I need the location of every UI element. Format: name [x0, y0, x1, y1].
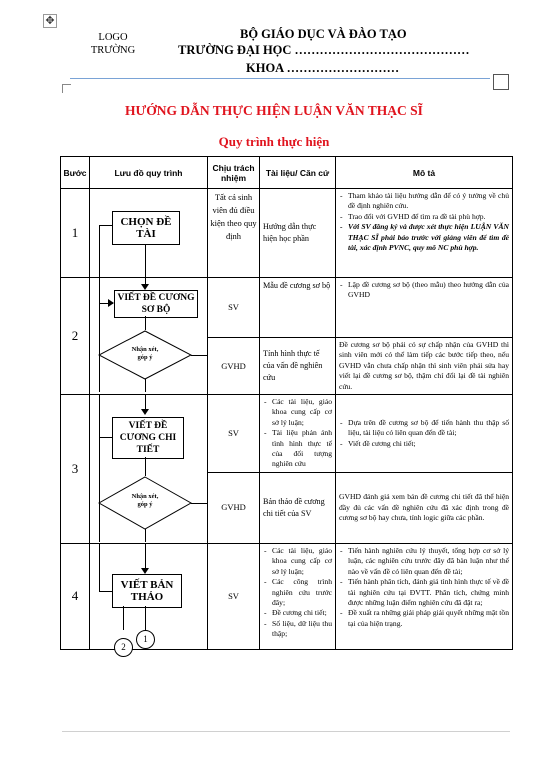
arrow-down-icon: [141, 409, 149, 415]
flow-connector: [145, 316, 146, 330]
university-name: TRƯỜNG ĐẠI HỌC ……………………………………: [178, 43, 470, 57]
flow-connector: [145, 244, 146, 278]
margin-corner-marker: [62, 84, 71, 93]
responsible-cell: SV: [208, 278, 260, 338]
description-item: - Lập đề cương sơ bộ (theo mẫu) theo hướng dẫn của GVHD: [348, 280, 509, 301]
ministry-name: BỘ GIÁO DỤC VÀ ĐÀO TẠO: [240, 27, 407, 41]
diamond-label: Nhận xét, góp ý: [131, 493, 159, 509]
table-row: [61, 278, 513, 338]
flowchart-cell: [90, 543, 208, 652]
description-cell: GVHD đánh giá xem bản đề cương chi tiết đã thể hiện đầy đủ các vấn đề nghiên cứu đã xác định trong đề cương sơ bộ hay chưa, tính logic giữa các phần.: [336, 472, 513, 543]
col-header-step: Bước: [61, 157, 90, 189]
document-item: - Tài liệu phản ánh tình hình thực tế của đối tượng nghiên cứu: [272, 428, 332, 470]
description-cell: [336, 543, 513, 649]
flow-box-choose-topic: CHỌN ĐỀ TÀI: [112, 211, 180, 245]
process-table: [60, 156, 513, 650]
flowchart-cell: [90, 395, 208, 544]
logo-placeholder: LOGO TRƯỜNG: [90, 32, 136, 56]
table-row: [61, 189, 513, 278]
description-cell: [336, 395, 513, 473]
flow-connector: [145, 606, 146, 631]
text-boundary-marker: [493, 74, 509, 90]
flow-loop-line: [191, 355, 207, 356]
flow-box-write-draft: VIẾT BẢN THẢO: [112, 574, 182, 608]
flow-connector: [123, 606, 124, 630]
flow-connector: [145, 544, 146, 570]
documents-cell: Tính hình thực tế của vấn đề nghiên cứu: [260, 338, 336, 395]
table-row: [61, 543, 513, 649]
flow-box-draft-outline: VIẾT ĐỀ CƯƠNG SƠ BỘ: [114, 290, 198, 318]
flow-loop-line: [99, 544, 100, 591]
flow-loop-line: [99, 395, 100, 542]
step-number: 2: [61, 278, 90, 395]
responsible-cell: Tất cả sinh viên đủ điều kiện theo quy định: [208, 189, 260, 278]
document-item: - Các công trình nghiên cứu trước đây;: [272, 577, 332, 608]
step-number: 3: [61, 395, 90, 544]
col-header-documents: Tài liệu/ Căn cứ: [260, 157, 336, 189]
document-title: HƯỚNG DẪN THỰC HIỆN LUẬN VĂN THẠC SĨ: [125, 103, 423, 118]
document-item: - Đề cương chi tiết;: [272, 608, 332, 618]
description-item: - Tiến hành nghiên cứu lý thuyết, tổng hợp cơ sở lý luận, các nghiên cứu trước đây đã bàn luận như thế nào về vấn đề có liên quan đến đề tài;: [348, 546, 509, 577]
document-item: - Các tài liệu, giáo khoa cung cấp cơ sở lý luận;: [272, 546, 332, 577]
responsible-cell: SV: [208, 395, 260, 473]
description-item: - Viết đề cương chi tiết;: [348, 439, 509, 449]
step-number: 4: [61, 543, 90, 649]
flow-loop-line: [99, 437, 112, 438]
header-divider: [70, 78, 490, 79]
flow-loop-line: [99, 225, 100, 278]
documents-cell: Hướng dẫn thực hiện học phần: [260, 189, 336, 278]
documents-cell: [260, 543, 336, 649]
documents-cell: Bản thảo đề cương chi tiết của SV: [260, 472, 336, 543]
documents-cell: [260, 395, 336, 473]
col-header-description: Mô tả: [336, 157, 513, 189]
flow-loop-line: [99, 591, 112, 592]
responsible-cell: GVHD: [208, 338, 260, 395]
description-item: - Dựa trên đề cương sơ bộ để tiến hành thu thập số liệu, tài liệu có liên quan đến đề tài;: [348, 418, 509, 439]
connector-circle-1: 1: [136, 630, 155, 649]
document-subtitle: Quy trình thực hiện: [218, 134, 330, 149]
flowchart-cell: [90, 189, 208, 278]
page-bottom-divider: [62, 731, 510, 732]
col-header-flowchart: Lưu đồ quy trình: [90, 157, 208, 189]
flow-loop-line: [99, 278, 100, 392]
description-cell: [336, 278, 513, 338]
flowchart-cell: [90, 278, 208, 395]
connector-circle-2: 2: [114, 638, 133, 657]
documents-cell: Mẫu đề cương sơ bộ: [260, 278, 336, 338]
description-item: - Với SV đăng ký và được xét thực hiện LUẬN VĂN THẠC SĨ phải báo trước với giảng viên để tìm đề tài, xác định PVNC, quy mô NC phù hợp.: [348, 222, 509, 253]
move-handle-icon[interactable]: ✥: [43, 14, 57, 28]
description-item: - Đề xuất ra những giải pháp giải quyết những mặt tồn tại của hiện trạng.: [348, 608, 509, 629]
responsible-cell: SV: [208, 543, 260, 649]
description-cell: [336, 189, 513, 278]
flow-loop-line: [99, 225, 112, 226]
responsible-cell: GVHD: [208, 472, 260, 543]
flow-connector: [145, 379, 146, 392]
document-item: - Số liệu, dữ liệu thu thập;: [272, 619, 332, 640]
table-row: [61, 395, 513, 473]
col-header-responsible: Chịu trách nhiệm: [208, 157, 260, 189]
faculty-name: KHOA ………………………: [246, 61, 400, 75]
document-item: - Các tài liệu, giáo khoa cung cấp cơ sở lý luận;: [272, 397, 332, 428]
description-item: - Tham khảo tài liệu hướng dẫn để có ý tưởng về chủ đề định nghiên cứu.: [348, 191, 509, 212]
diamond-label: Nhận xét, góp ý: [131, 346, 159, 361]
flow-connector: [145, 529, 146, 542]
flow-loop-line: [191, 503, 207, 504]
description-item: - Tiến hành phân tích, đánh giá tình hình thực tế về đề tài nghiên cứu tại ĐVTT. Phân tích, chứng minh được những luận điểm nghiên cứu đã đặt ra;: [348, 577, 509, 608]
flow-connector: [145, 457, 146, 476]
description-cell: Đề cương sơ bộ phải có sự chấp nhận của GVHD thì sinh viên mới có thể làm tiếp các bước tiếp theo, nếu GVHD vẫn chưa chấp nhận thì sinh viên phải sửa hay viết lại đề cương sơ bộ, thậm chí đổi lại đề tài nghiên cứu.: [336, 338, 513, 395]
arrow-right-icon: [108, 299, 114, 307]
table-header-row: [61, 157, 513, 189]
flow-box-detailed-outline: VIẾT ĐỀ CƯƠNG CHI TIẾT: [112, 417, 184, 459]
step-number: 1: [61, 189, 90, 278]
description-item: - Trao đổi với GVHD để tìm ra đề tài phù hợp.: [348, 212, 509, 222]
